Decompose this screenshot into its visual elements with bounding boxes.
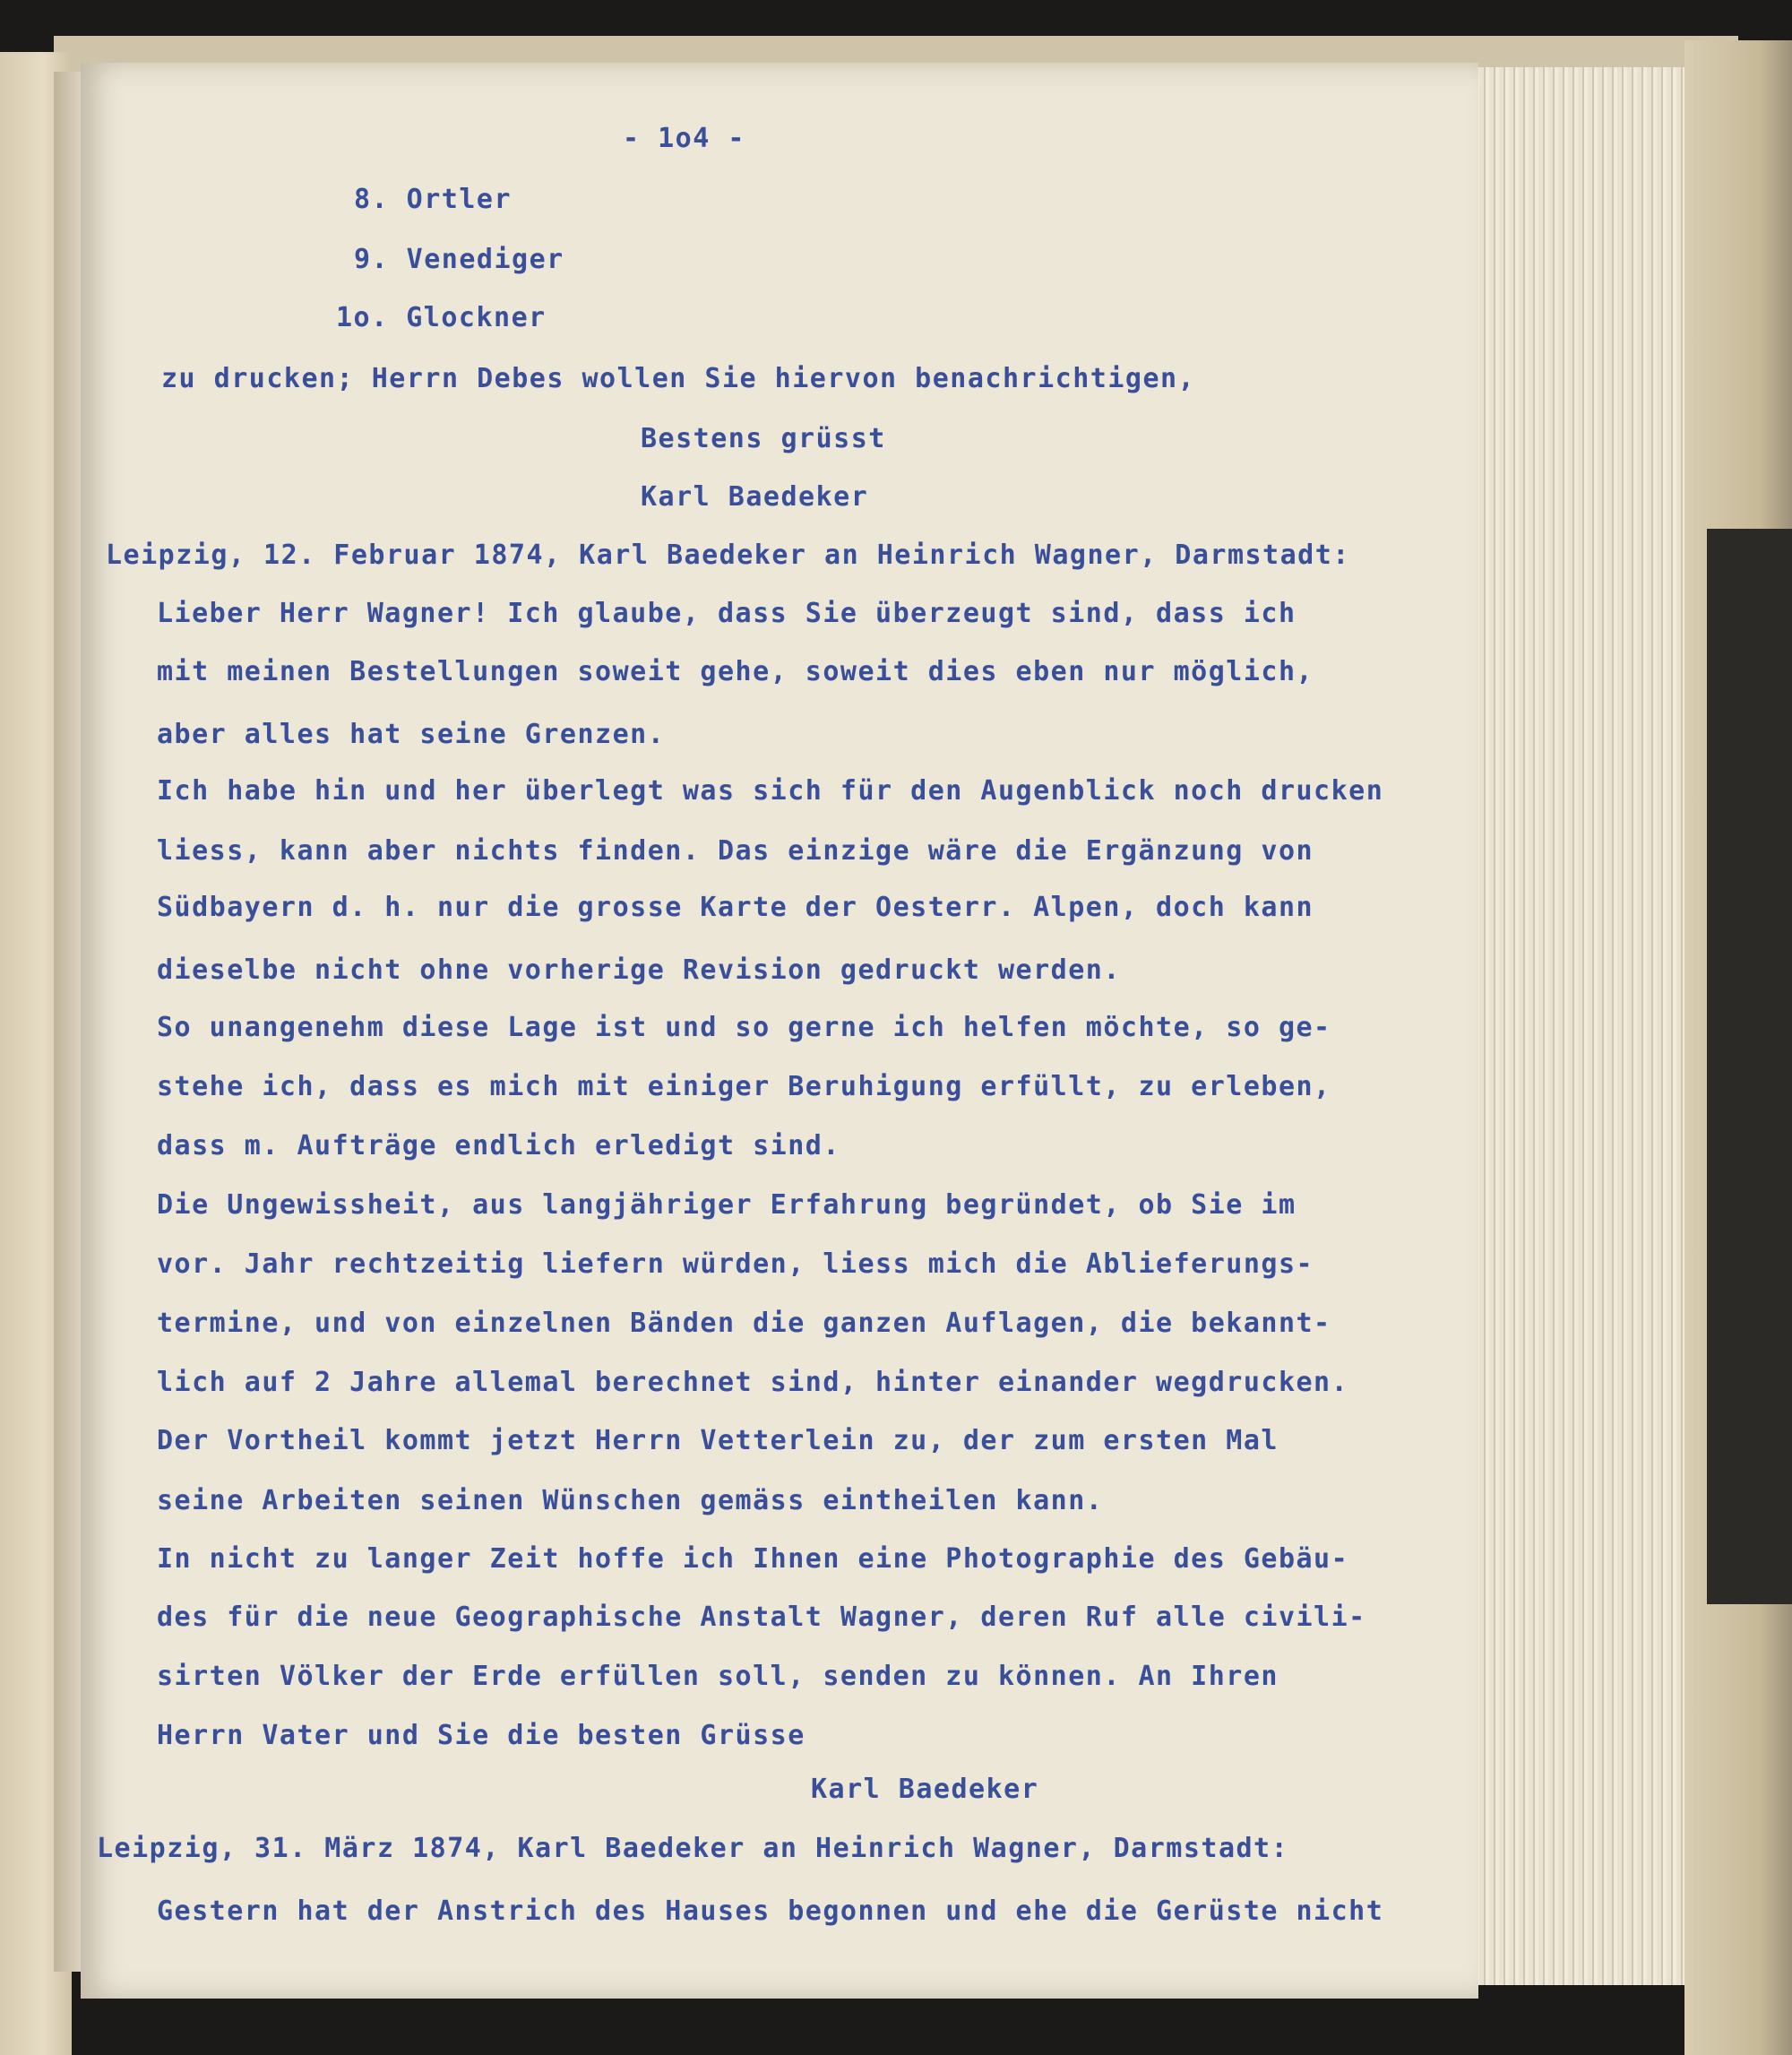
text-line: Der Vortheil kommt jetzt Herrn Vetterlein zu, der zum ersten Mal <box>157 1425 1279 1456</box>
text-line: So unangenehm diese Lage ist und so gerne ich helfen möchte, so ge- <box>157 1012 1331 1043</box>
text-line: dass m. Aufträge endlich erledigt sind. <box>157 1130 840 1161</box>
signature: Karl Baedeker <box>641 481 869 513</box>
text-line: stehe ich, dass es mich mit einiger Beruhigung erfüllt, zu erleben, <box>157 1071 1331 1102</box>
text-line: Ich habe hin und her überlegt was sich für den Augenblick noch drucken <box>157 775 1384 807</box>
text-line: Die Ungewissheit, aus langjähriger Erfahrung begründet, ob Sie im <box>157 1189 1297 1221</box>
signature: Karl Baedeker <box>811 1774 1039 1805</box>
text-line: mit meinen Bestellungen soweit gehe, soweit dies eben nur möglich, <box>157 656 1314 687</box>
text-line: Lieber Herr Wagner! Ich glaube, dass Sie überzeugt sind, dass ich <box>157 598 1297 629</box>
background-strip <box>1707 529 1792 1604</box>
text-line: Herrn Vater und Sie die besten Grüsse <box>157 1720 806 1751</box>
text-line: aber alles hat seine Grenzen. <box>157 719 666 750</box>
text-line: Gestern hat der Anstrich des Hauses begonnen und ehe die Gerüste nicht <box>157 1895 1384 1927</box>
text-line: zu drucken; Herrn Debes wollen Sie hiervon benachrichtigen, <box>161 363 1196 394</box>
text-line: des für die neue Geographische Anstalt Wagner, deren Ruf alle civili- <box>157 1602 1366 1633</box>
text-line: Südbayern d. h. nur die grosse Karte der Oesterr. Alpen, doch kann <box>157 892 1314 923</box>
closing-salutation: Bestens grüsst <box>641 423 886 454</box>
text-line: termine, und von einzelnen Bänden die ganzen Auflagen, die bekannt- <box>157 1308 1331 1339</box>
text-line: vor. Jahr rechtzeitig liefern würden, liess mich die Ablieferungs- <box>157 1248 1314 1280</box>
text-line: liess, kann aber nichts finden. Das einzige wäre die Ergänzung von <box>157 835 1314 867</box>
text-line: sirten Völker der Erde erfüllen soll, senden zu können. An Ihren <box>157 1661 1279 1692</box>
letter-heading: Leipzig, 31. März 1874, Karl Baedeker an Heinrich Wagner, Darmstadt: <box>97 1833 1289 1864</box>
list-item: 9. Venediger <box>354 244 564 275</box>
text-line: dieselbe nicht ohne vorherige Revision gedruckt werden. <box>157 954 1121 986</box>
list-item: 8. Ortler <box>354 184 513 215</box>
list-item: 1o. Glockner <box>336 302 547 333</box>
page-number: - 1o4 - <box>623 123 745 154</box>
letter-heading: Leipzig, 12. Februar 1874, Karl Baedeker an Heinrich Wagner, Darmstadt: <box>106 540 1350 571</box>
text-line: In nicht zu langer Zeit hoffe ich Ihnen eine Photographie des Gebäu- <box>157 1543 1349 1575</box>
text-line: seine Arbeiten seinen Wünschen gemäss eintheilen kann. <box>157 1485 1104 1516</box>
page-edges <box>1469 67 1684 1985</box>
text-line: lich auf 2 Jahre allemal berechnet sind, hinter einander wegdrucken. <box>157 1367 1349 1398</box>
